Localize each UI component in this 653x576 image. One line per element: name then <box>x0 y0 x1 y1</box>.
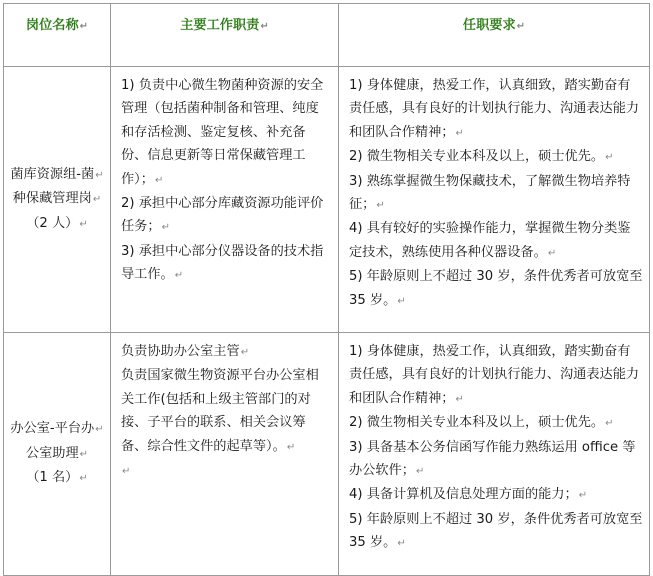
paragraph-mark: ↵ <box>286 441 296 453</box>
paragraph-mark: ↵ <box>79 473 88 485</box>
header-requirements: 任职要求↵ <box>339 4 650 67</box>
duty-item: 3) 承担中心部分仪器设备的技术指导工作。↵ <box>121 243 324 283</box>
position-count: （1 名）↵ <box>26 470 88 486</box>
position-line: 种保藏管理岗↵ <box>12 191 102 207</box>
requirement-item: 2) 微生物相关专业本科及以上，硕士优先。↵ <box>349 415 614 431</box>
paragraph-mark: ↵ <box>174 270 184 282</box>
paragraph-mark: ↵ <box>605 152 614 164</box>
duty-item: 2) 承担中心部分库藏资源功能评价任务；↵ <box>121 196 324 235</box>
header-duties: 主要工作职责↵ <box>111 4 339 67</box>
requirement-item: 1) 身体健康，热爱工作，认真细致，踏实勤奋有责任感，具有良好的计划执行能力、沟通表达能力和团队合作精神；↵ <box>349 344 640 406</box>
requirement-item: 2) 微生物相关专业本科及以上，硕士优先。↵ <box>349 149 614 165</box>
position-cell <box>4 67 111 333</box>
header-duties-label: 主要工作职责 <box>180 18 260 33</box>
paragraph-mark: ↵ <box>95 424 104 436</box>
requirement-item: 5) 年龄原则上不超过 30 岁，条件优秀者可放宽至 35 岁。↵ <box>349 511 643 551</box>
duty-item: 1) 负责中心微生物菌种资源的安全管理（包括菌种制备和管理、纯度和存活检测、鉴定复核、补充备份、信息更新等日常保藏管理工作）；↵ <box>121 78 324 187</box>
position-line: 公室助理↵ <box>25 445 89 461</box>
duty-item <box>121 459 330 483</box>
paragraph-mark: ↵ <box>79 448 89 460</box>
paragraph-mark: ↵ <box>161 222 170 234</box>
requirements-cell <box>339 333 650 576</box>
paragraph-mark: ↵ <box>578 490 588 502</box>
paragraph-mark: ↵ <box>415 466 425 478</box>
job-table <box>3 3 650 576</box>
paragraph-mark: ↵ <box>95 169 104 181</box>
requirements-cell <box>339 67 650 333</box>
requirement-item: 3) 具备基本公务信函写作能力熟练运用 office 等办公软件；↵ <box>349 439 636 479</box>
duty-item: 负责协助办公室主管↵ <box>121 344 250 359</box>
paragraph-mark: ↵ <box>455 127 464 139</box>
position-cell <box>4 333 111 576</box>
paragraph-mark: ↵ <box>79 218 88 230</box>
position-line: 菌库资源组-菌↵ <box>10 166 104 182</box>
requirement-item: 1) 身体健康，热爱工作，认真细致，踏实勤奋有责任感，具有良好的计划执行能力、沟通表达能力和团队合作精神；↵ <box>349 78 640 140</box>
duties-cell <box>111 67 339 333</box>
paragraph-mark: ↵ <box>154 174 164 186</box>
requirement-item: 4) 具备计算机及信息处理方面的能力；↵ <box>349 487 588 503</box>
header-row <box>4 4 650 67</box>
duty-item: 负责国家微生物资源平台办公室相关工作(包括和上级主管部门的对接、子平台的联系、相关会议筹备、综合性文件的起草等）。↵ <box>121 368 319 454</box>
position-line: 办公室-平台办↵ <box>10 421 104 437</box>
paragraph-mark: ↵ <box>397 295 406 307</box>
requirement-item: 5) 年龄原则上不超过 30 岁，条件优秀者可放宽至 35 岁。↵ <box>349 269 643 308</box>
header-requirements-label: 任职要求 <box>462 18 516 33</box>
paragraph-mark: ↵ <box>397 538 406 550</box>
paragraph-mark: ↵ <box>92 194 102 206</box>
duties-cell <box>111 333 339 576</box>
table-row <box>4 67 650 333</box>
paragraph-mark: ↵ <box>240 347 250 358</box>
header-position: 岗位名称↵ <box>4 4 111 67</box>
paragraph-mark: ↵ <box>547 247 557 259</box>
header-position-label: 岗位名称 <box>25 18 79 33</box>
paragraph-mark: ↵ <box>455 393 464 405</box>
requirement-item: 3) 熟练掌握微生物保藏技术，了解微生物培养特征；↵ <box>349 173 631 213</box>
paragraph-mark: ↵ <box>122 466 131 478</box>
paragraph-mark: ↵ <box>376 200 385 212</box>
requirement-item: 4) 具有较好的实验操作能力，掌握微生物分类鉴定技术，熟练使用各种仪器设备。↵ <box>349 221 631 260</box>
paragraph-mark: ↵ <box>605 418 614 430</box>
position-count: （2 人）↵ <box>26 215 88 231</box>
table-row <box>4 333 650 576</box>
